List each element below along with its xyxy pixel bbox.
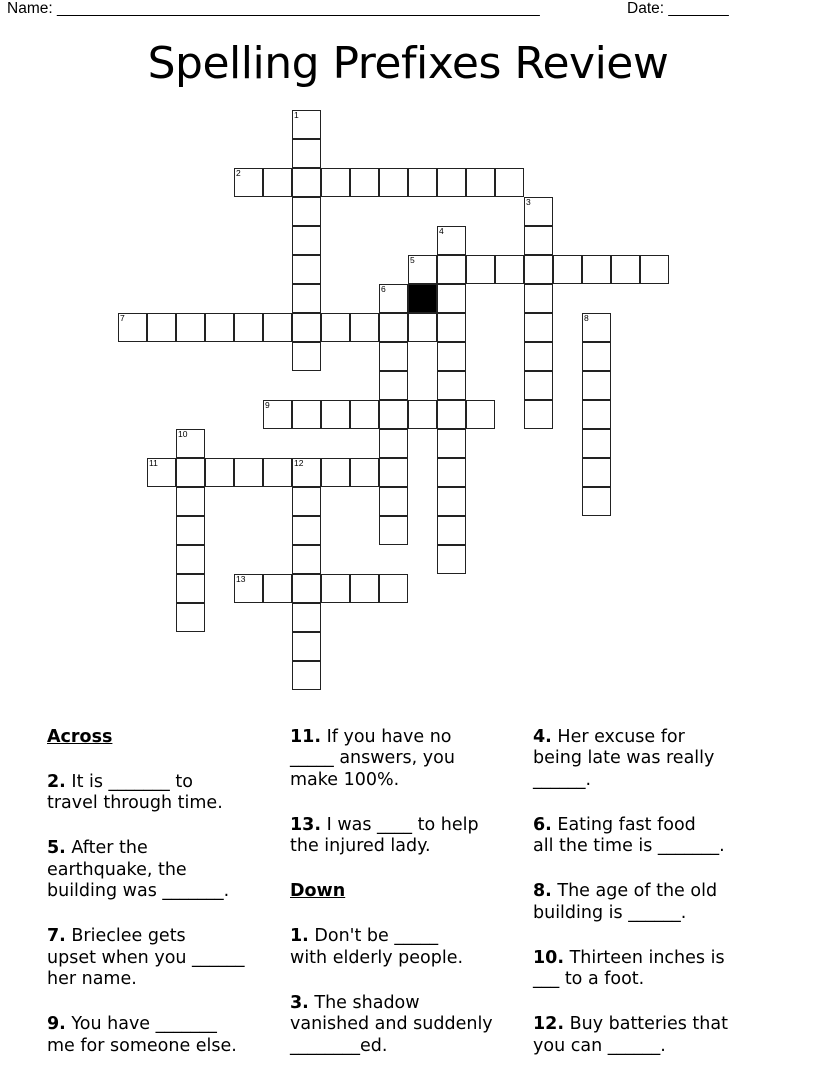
grid-cell[interactable] (582, 429, 611, 458)
clue-down-10: 10. Thirteen inches is ___ to a foot. (533, 947, 725, 989)
grid-cell[interactable] (292, 574, 321, 603)
cell-number: 6 (381, 284, 386, 294)
grid-cell[interactable] (350, 574, 379, 603)
cell-number: 9 (265, 400, 270, 410)
grid-cell[interactable] (176, 603, 205, 632)
across-heading: Across (47, 726, 113, 747)
grid-cell[interactable] (524, 313, 553, 342)
grid-cell[interactable] (437, 516, 466, 545)
grid-cell[interactable] (292, 284, 321, 313)
cell-number: 5 (410, 255, 415, 265)
grid-cell[interactable] (582, 487, 611, 516)
cell-number: 1 (294, 110, 299, 120)
grid-cell[interactable] (292, 661, 321, 690)
grid-cell[interactable] (379, 429, 408, 458)
clue-across-13: 13. I was ____ to help the injured lady. (290, 814, 479, 856)
grid-cell[interactable] (292, 255, 321, 284)
grid-cell[interactable] (408, 313, 437, 342)
clue-across-7: 7. Brieclee gets upset when you ______ her name. (47, 926, 245, 989)
grid-cell[interactable] (263, 458, 292, 487)
grid-cell[interactable] (640, 255, 669, 284)
grid-cell[interactable] (437, 429, 466, 458)
grid-cell[interactable] (524, 371, 553, 400)
grid-cell[interactable] (437, 226, 466, 255)
cell-number: 10 (178, 429, 188, 439)
date-field-label: Date: _______ (627, 0, 729, 17)
grid-cell[interactable] (524, 284, 553, 313)
grid-cell[interactable] (437, 371, 466, 400)
grid-cell[interactable] (234, 168, 263, 197)
page-title: Spelling Prefixes Review (147, 38, 669, 89)
grid-cell[interactable] (321, 574, 350, 603)
grid-cell[interactable] (437, 284, 466, 313)
cell-number: 8 (584, 313, 589, 323)
cell-number: 13 (236, 574, 246, 584)
cell-number: 12 (294, 458, 304, 468)
grid-cell[interactable] (582, 400, 611, 429)
clue-down-8: 8. The age of the old building is ______. (533, 881, 718, 923)
clue-across-11: 11. If you have no _____ answers, you make 100%. (290, 726, 455, 790)
grid-cell[interactable] (292, 226, 321, 255)
grid-cell[interactable] (466, 168, 495, 197)
clue-down-12: 12. Buy batteries that you can ______. (533, 1014, 728, 1056)
grid-cell[interactable] (350, 458, 379, 487)
cell-number: 2 (236, 168, 241, 178)
grid-cell[interactable] (437, 545, 466, 574)
grid-cell[interactable] (495, 255, 524, 284)
clue-down-3: 3. The shadow vanished and suddenly ________ed. (290, 992, 493, 1056)
grid-cell[interactable] (205, 313, 234, 342)
grid-cell[interactable] (408, 168, 437, 197)
grid-cell[interactable] (292, 632, 321, 661)
grid-cell[interactable] (437, 168, 466, 197)
clues-column-2 (290, 703, 530, 1079)
grid-cell[interactable] (350, 313, 379, 342)
grid-cell[interactable] (263, 400, 292, 429)
grid-cell[interactable] (524, 342, 553, 371)
grid-cell[interactable] (379, 168, 408, 197)
grid-cell[interactable] (321, 313, 350, 342)
grid-cell[interactable] (292, 516, 321, 545)
clues-column-3 (533, 703, 793, 1079)
grid-cell[interactable] (321, 458, 350, 487)
grid-cell[interactable] (437, 487, 466, 516)
cell-number: 7 (120, 313, 125, 323)
grid-cell[interactable] (292, 197, 321, 226)
grid-cell[interactable] (524, 197, 553, 226)
grid-cell[interactable] (582, 255, 611, 284)
grid-cell[interactable] (292, 458, 321, 487)
grid-cell[interactable] (176, 313, 205, 342)
grid-cell[interactable] (176, 458, 205, 487)
grid-cell[interactable] (292, 342, 321, 371)
clue-down-1: 1. Don't be _____ with elderly people. (290, 926, 464, 968)
grid-cell[interactable] (495, 168, 524, 197)
grid-cell[interactable] (292, 487, 321, 516)
grid-cell[interactable] (350, 168, 379, 197)
name-field-label: Name: ________________________________________________________ (7, 0, 540, 17)
grid-cell[interactable] (379, 487, 408, 516)
cell-number: 4 (439, 226, 444, 236)
grid-cell[interactable] (263, 313, 292, 342)
grid-cell[interactable] (176, 487, 205, 516)
grid-cell[interactable] (234, 458, 263, 487)
grid-cell[interactable] (176, 545, 205, 574)
grid-cell[interactable] (292, 545, 321, 574)
grid-cell[interactable] (147, 458, 176, 487)
grid-cell[interactable] (379, 371, 408, 400)
grid-cell[interactable] (176, 574, 205, 603)
clue-across-2: 2. It is _______ to travel through time. (47, 771, 223, 813)
grid-cell[interactable] (524, 255, 553, 284)
grid-cell[interactable] (553, 255, 582, 284)
grid-cell[interactable] (437, 342, 466, 371)
grid-cell[interactable] (292, 313, 321, 342)
grid-cell[interactable] (611, 255, 640, 284)
grid-cell[interactable] (292, 110, 321, 139)
grid-cell[interactable] (379, 516, 408, 545)
grid-cell[interactable] (234, 574, 263, 603)
grid-cell[interactable] (292, 168, 321, 197)
grid-cell[interactable] (379, 400, 408, 429)
grid-cell[interactable] (437, 458, 466, 487)
grid-cell[interactable] (582, 342, 611, 371)
grid-cell[interactable] (292, 139, 321, 168)
grid-cell[interactable] (147, 313, 176, 342)
grid-cell[interactable] (234, 313, 263, 342)
clue-across-5: 5. After the earthquake, the building was _______. (47, 838, 230, 901)
grid-cell[interactable] (118, 313, 147, 342)
grid-cell[interactable] (263, 574, 292, 603)
clue-down-4: 4. Her excuse for being late was really ______. (533, 726, 715, 790)
cell-number: 11 (149, 458, 158, 468)
grid-cell[interactable] (524, 226, 553, 255)
grid-cell[interactable] (321, 400, 350, 429)
grid-cell[interactable] (379, 574, 408, 603)
grid-cell[interactable] (379, 313, 408, 342)
grid-cell[interactable] (292, 603, 321, 632)
clue-down-6: 6. Eating fast food all the time is _______. (533, 814, 725, 856)
grid-cell[interactable] (350, 400, 379, 429)
black-square (408, 284, 437, 313)
grid-cell[interactable] (408, 400, 437, 429)
grid-cell[interactable] (379, 284, 408, 313)
grid-cell[interactable] (524, 400, 553, 429)
grid-cell[interactable] (582, 313, 611, 342)
grid-cell[interactable] (176, 429, 205, 458)
grid-cell[interactable] (437, 400, 466, 429)
grid-cell[interactable] (292, 400, 321, 429)
grid-cell[interactable] (582, 458, 611, 487)
clues-column-1 (47, 703, 287, 1079)
grid-cell[interactable] (437, 313, 466, 342)
grid-cell[interactable] (176, 516, 205, 545)
grid-cell[interactable] (321, 168, 350, 197)
grid-cell[interactable] (582, 371, 611, 400)
grid-cell[interactable] (379, 458, 408, 487)
grid-cell[interactable] (437, 255, 466, 284)
down-heading: Down (290, 881, 346, 901)
grid-cell[interactable] (466, 255, 495, 284)
clue-across-9: 9. You have _______ me for someone else. (47, 1014, 237, 1056)
grid-cell[interactable] (205, 458, 234, 487)
cell-number: 3 (526, 197, 531, 207)
grid-cell[interactable] (379, 342, 408, 371)
grid-cell[interactable] (466, 400, 495, 429)
grid-cell[interactable] (263, 168, 292, 197)
grid-cell[interactable] (408, 255, 437, 284)
